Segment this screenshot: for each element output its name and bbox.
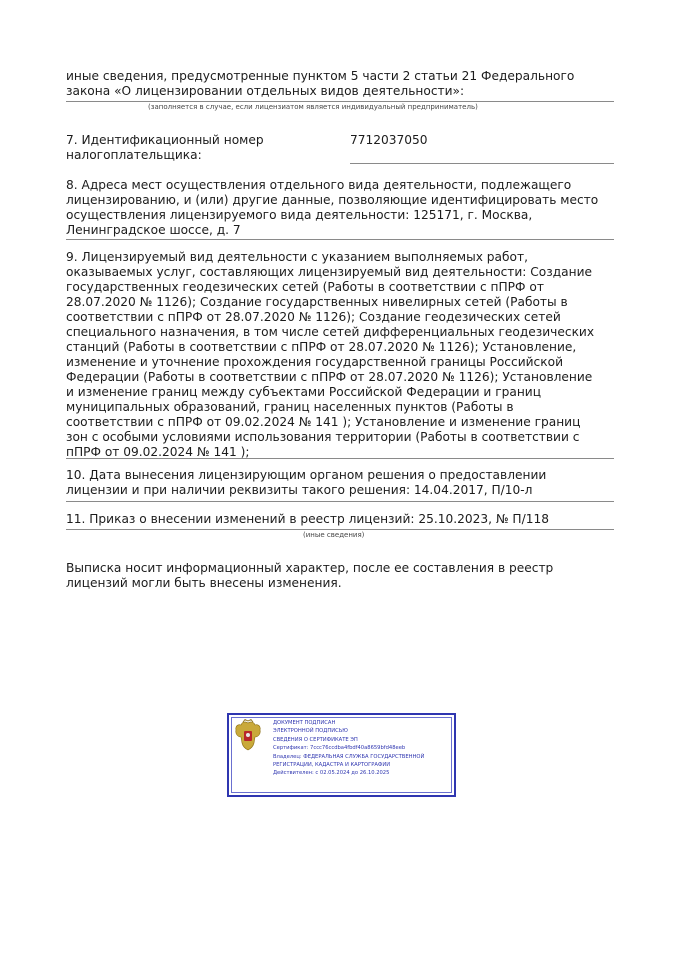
signature-stamp [227, 713, 456, 797]
activity-section: 9. Лицензируемый вид деятельности с указанием выполняемых работ, оказываемых услуг, составляющих лицензируемый вид деятельности: Создание государственных геодезических сетей (Работы в соответствии с пПРФ от 28.07.2020 № 1126); Создание государственных нивелирных сетей (Работы в соответствии с пПРФ от 28.07.2020 № 1126); Создание геодезических сетей специального назначения, в том числе сетей дифференциальных геодезических станций (Работы в соответствии с пПРФ от 28.07.2020 № 1126); Установление, изменение и уточнение прохождения государственной границы Российской Федерации (Работы в соответствии с пПРФ от 28.07.2020 № 1126); Установление и изменение границ между субъектами Российской Федерации и границ муниципальных образований, границ населенных пунктов (Работы в соответствии с пПРФ от 09.02.2024 № 141 ); Установление и изменение границ зон с особыми условиями использования территории (Работы в соответствии с пПРФ от 09.02.2024 № 141 ); [66, 250, 595, 459]
inn-value: 7712037050 [350, 133, 428, 147]
inn-label: 7. Идентификационный номер налогоплательщика: [66, 133, 264, 162]
stamp-line-owner: Владелец: ФЕДЕРАЛЬНАЯ СЛУЖБА ГОСУДАРСТВЕННОЙ [273, 753, 425, 760]
decision-underline [66, 501, 614, 502]
coat-of-arms-icon [233, 719, 263, 753]
order-section: 11. Приказ о внесении изменений в реестр лицензий: 25.10.2023, № П/118 [66, 512, 549, 526]
address-section: 8. Адреса мест осуществления отдельного вида деятельности, подлежащего лицензированию, и (или) другие данные, позволяющие идентифицировать место осуществления лицензируемого вида деятельности: 125171, г. Москва, Ленинградское шоссе, д. 7 [66, 178, 599, 237]
stamp-line-signed: ДОКУМЕНТ ПОДПИСАН [273, 720, 336, 726]
signature-details [273, 719, 453, 778]
address-underline [66, 239, 614, 240]
decision-section: 10. Дата вынесения лицензирующим органом решения о предоставлении лицензии и при наличии реквизиты такого решения: 14.04.2017, П/10-л [66, 468, 547, 497]
intro-underline [66, 101, 614, 102]
order-hint: (иные сведения) [303, 531, 365, 539]
stamp-line-electronic: ЭЛЕКТРОННОЙ ПОДПИСЬЮ [273, 728, 348, 735]
stamp-line-certificate: Сертификат: 7ccc76ccdba4fbdf40a8659bfd48eeb [273, 745, 406, 752]
intro-text: иные сведения, предусмотренные пунктом 5 части 2 статьи 21 Федерального закона «О лицензировании отдельных видов деятельности»: [66, 69, 575, 98]
inn-underline [350, 163, 614, 164]
order-underline [66, 529, 614, 530]
stamp-line-validity: Действителен: с 02.05.2024 до 26.10.2025 [273, 770, 390, 777]
stamp-line-owner-cont: РЕГИСТРАЦИИ, КАДАСТРА И КАРТОГРАФИИ [273, 762, 391, 769]
footer-note: Выписка носит информационный характер, после ее составления в реестр лицензий могли быть внесены изменения. [66, 561, 554, 590]
stamp-line-cert-info: СВЕДЕНИЯ О СЕРТИФИКАТЕ ЭП [273, 736, 358, 743]
intro-hint: (заполняется в случае, если лицензиатом является индивидуальный предприниматель) [148, 103, 478, 111]
activity-underline [66, 458, 614, 459]
